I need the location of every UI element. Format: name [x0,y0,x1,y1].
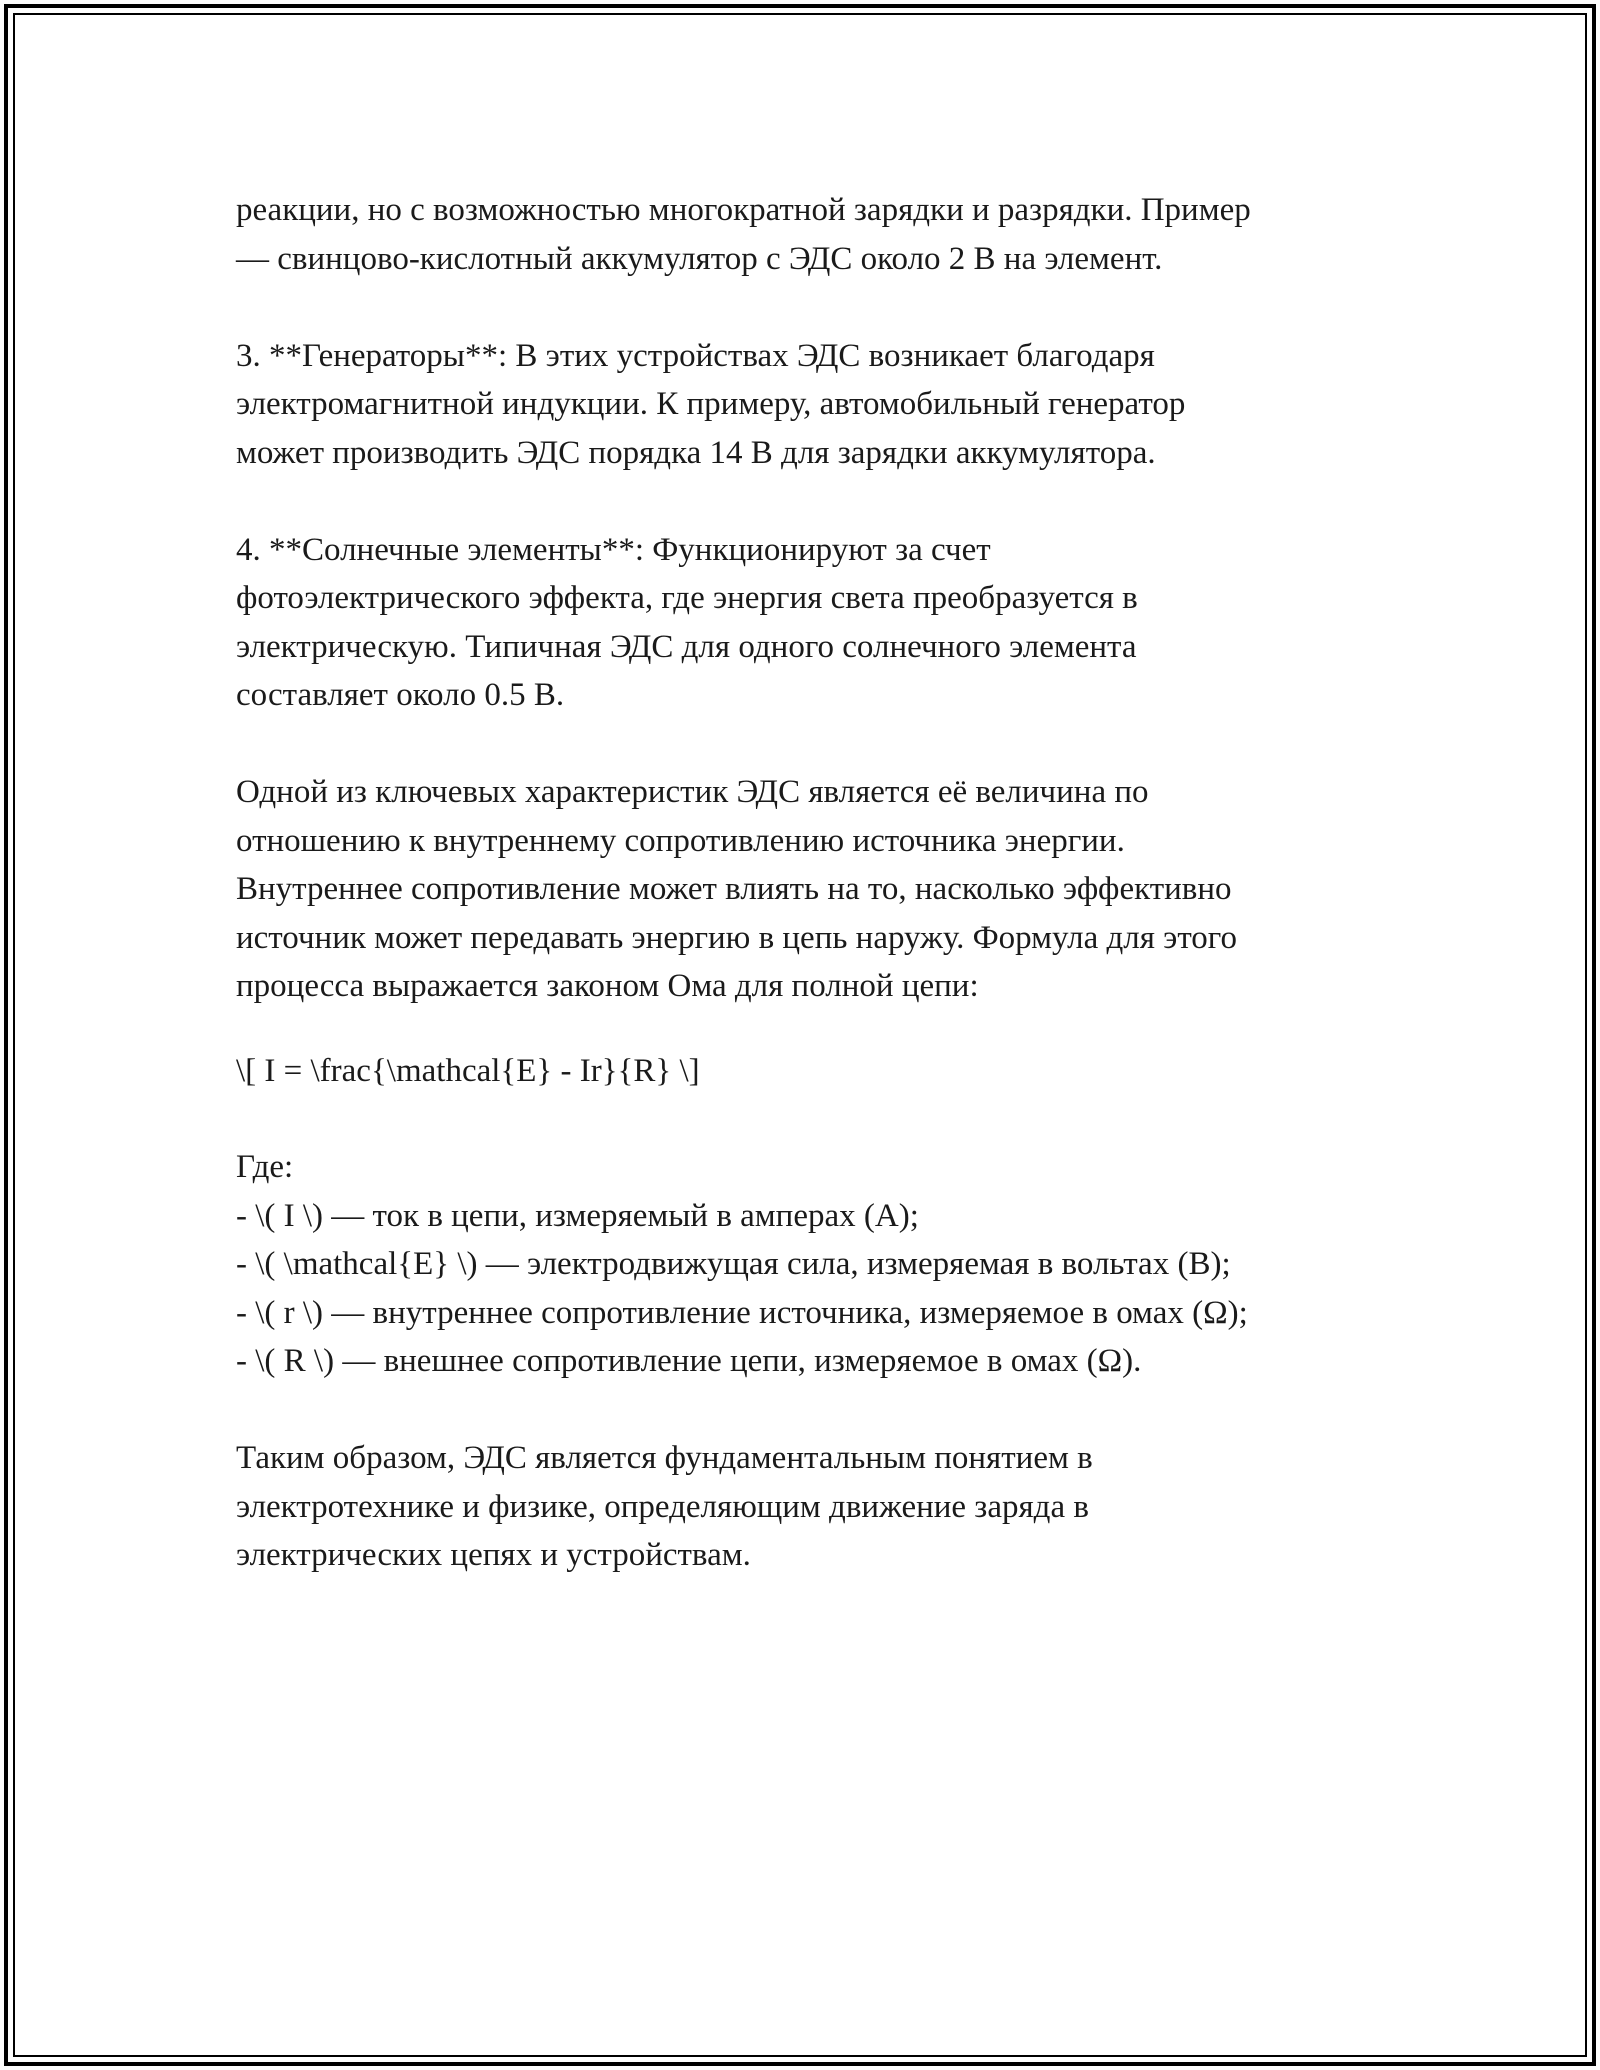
paragraph-generators [236,332,1406,478]
text-line: электротехнике и физике, определяющим движение заряда в [236,1488,1089,1525]
text-line: фотоэлектрического эффекта, где энергия света преобразуется в [236,580,1138,616]
text-line: Одной из ключевых характеристик ЭДС является её величина по [236,774,1149,810]
definition-item: - \( \mathcal{E} \) — электродвижущая сила, измеряемая в вольтах (В); [236,1246,1231,1282]
definitions-list [236,1143,1406,1386]
definition-item: - \( R \) — внешнее сопротивление цепи, измеряемое в омах (Ω). [236,1343,1142,1379]
text-line: может производить ЭДС порядка 14 В для зарядки аккумулятора. [236,434,1156,471]
ohm-law-formula: \[ I = \frac{\mathcal{E} - Ir}{R} \] [236,1052,700,1089]
text-line: электромагнитной индукции. К примеру, автомобильный генератор [236,386,1186,422]
definition-item: - \( I \) — ток в цепи, измеряемый в амперах (А); [236,1197,919,1234]
text-line: Таким образом, ЭДС является фундаментальным понятием в [236,1440,1093,1476]
text-line: Внутреннее сопротивление может влиять на то, насколько эффективно [236,871,1232,907]
text-line: электрическую. Типичная ЭДС для одного солнечного элемента [236,628,1137,665]
text-line: — свинцово-кислотный аккумулятор с ЭДС около 2 В на элемент. [236,240,1163,277]
text-line: реакции, но с возможностью многократной зарядки и разрядки. Пример [236,192,1251,228]
text-line: 4. **Солнечные элементы**: Функционируют за счет [236,531,991,568]
text-line: составляет около 0.5 В. [236,677,565,713]
document-body [236,186,1406,1580]
paragraph-internal-resistance [236,768,1406,1011]
paragraph-conclusion [236,1434,1406,1580]
text-line: источник может передавать энергию в цепь наружу. Формула для этого [236,919,1238,956]
text-line: процесса выражается законом Ома для полной цепи: [236,968,979,1004]
paragraph-batteries [236,186,1406,283]
text-line: отношению к внутреннему сопротивлению источника энергии. [236,822,1125,859]
paragraph-solar-cells [236,526,1406,720]
text-line: 3. **Генераторы**: В этих устройствах ЭДС возникает благодаря [236,337,1155,374]
definitions-heading: Где: [236,1149,294,1185]
definition-item: - \( r \) — внутреннее сопротивление источника, измеряемое в омах (Ω); [236,1294,1248,1331]
text-line: электрических цепях и устройствам. [236,1537,751,1573]
